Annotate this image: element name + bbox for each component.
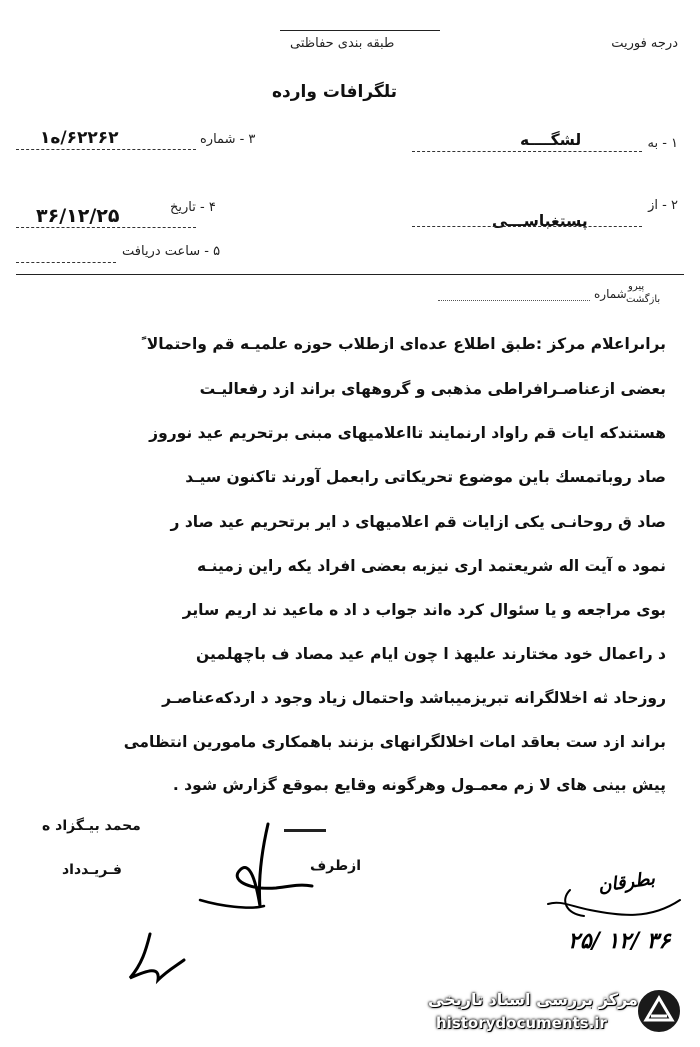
classification-label: طبقه بندی حفاظتی — [290, 36, 395, 51]
reference-number-label: شماره — [594, 287, 627, 301]
initials-scrawl — [120, 930, 190, 990]
body-line-5: صاد ق روحانـى يكى ازايات قم اعلاميهاى د اير برتحريم عيد صاد ر — [170, 513, 666, 531]
archive-logo-icon — [634, 986, 684, 1036]
number-line — [16, 149, 196, 150]
to-label: ۱ - به — [647, 136, 678, 151]
reference-follow-label: پیرو — [628, 281, 645, 292]
body-line-2: بعضى ازعناصـرافراطى مذهبى و گروههاى براند ازد رفعاليـت — [199, 380, 666, 398]
on-behalf-of-label: ازطرف — [310, 858, 362, 874]
archive-org-name: مرکز بررسی اسناد تاریخی — [428, 990, 638, 1009]
date-label: ۴ - تاریخ — [170, 200, 216, 215]
signer-name-2: فـريـدداد — [62, 862, 122, 878]
receipt-time-line — [16, 262, 116, 263]
signature-scrawl — [180, 820, 330, 915]
body-line-10: براند ازد ست بعاقد امات اخلالگرانهاى بزنند باهمكارى مامورين انتظامى — [123, 733, 666, 751]
body-line-8: د راعمال خود مختارند علیهذ ا چون ايام عيد مصاد ف باچهلمين — [196, 645, 666, 663]
body-line-9: روزحاد ثه اخلالگرانه تبريزميباشد واحتمال زياد وجود د اردكه‌عناصـر — [162, 689, 666, 707]
to-value: لشگــــه — [520, 131, 582, 149]
handwritten-note-date: ۲۵/ ۱۲/ ۳۶ — [568, 928, 671, 954]
header-separator — [16, 274, 684, 275]
date-line — [16, 227, 196, 228]
to-line — [412, 151, 642, 152]
body-line-4: صاد روباتمسك باين موضوع تحريكاتى رابعمل آورند تاكنون سيـد — [185, 468, 666, 486]
number-value: ۶۲۲۶۲/ه۱ — [40, 128, 119, 148]
body-line-11: پيش بينى هاى لا زم معمـول وهرگونه وقايع بموقع گزارش شود . — [172, 776, 666, 794]
date-value: ۳۶/۱۲/۲۵ — [36, 205, 120, 227]
handwritten-note-name: بطرقان — [596, 868, 657, 897]
signer-name-1: محمد بيـگزاد ه — [42, 818, 141, 834]
body-line-6: نمود ه آيت اله شريعتمد ارى نيزبه بعضى افراد يكه راين زمينـه — [196, 557, 666, 575]
document-title: تلگرافات وارده — [272, 82, 398, 102]
reference-line — [438, 300, 590, 301]
body-line-7: بوى مراجعه و يا سئوال كرد ه‌اند جواب د اد ه ماعيد ند اريم ساير — [182, 601, 666, 619]
from-label: ۲ - از — [648, 198, 678, 213]
classification-underline — [280, 30, 440, 31]
reference-return-label: بازگشت — [626, 294, 661, 305]
number-label: ۳ - شماره — [200, 132, 256, 147]
archive-url: historydocuments.ir — [436, 1014, 607, 1032]
from-value: پستغباســـی — [492, 212, 588, 230]
body-line-3: هستندكه ايات قم راواد ارنمايند تااعلاميهاى مبنى برتحريم عيد نوروز — [149, 424, 666, 442]
receipt-time-label: ۵ - ساعت دریافت — [122, 244, 221, 259]
from-line — [412, 226, 642, 227]
priority-label: درجه فوریت — [611, 36, 678, 51]
body-line-1: براىراعلام مركز :طبق اطلاع عده‌اى ازطلاب حوزه علميـه قم واحتمالا ً — [141, 335, 666, 353]
